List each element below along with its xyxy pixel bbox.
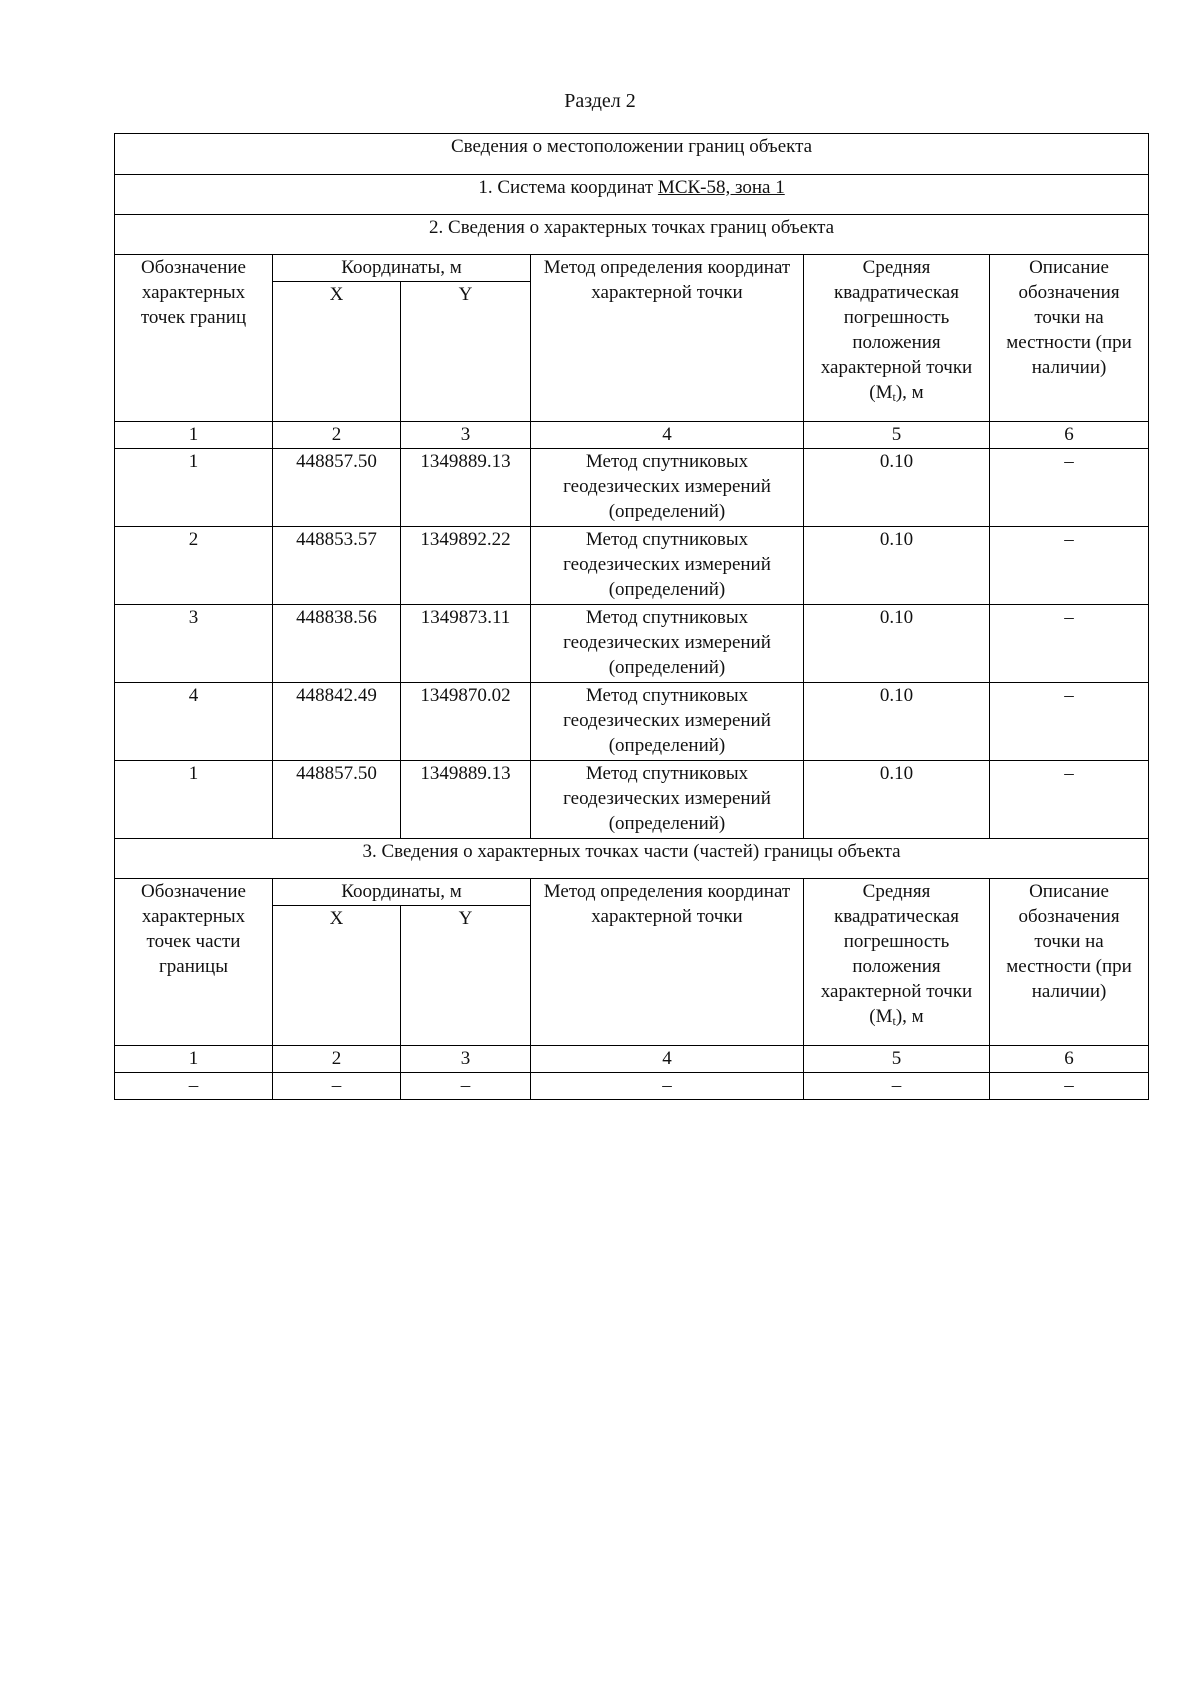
desc-cell: – <box>990 683 1149 761</box>
s3-colnum: 5 <box>804 1046 990 1073</box>
s3-method-label: Метод определения координат характерной точки <box>531 879 804 1046</box>
s3-error-label-sub: t <box>892 1014 896 1028</box>
coord-system-value: МСК-58, зона 1 <box>657 177 785 198</box>
desc-cell: – <box>990 527 1149 605</box>
s2-colnum: 4 <box>531 422 804 449</box>
desc-cell: – <box>990 605 1149 683</box>
section2-heading-row <box>115 215 1149 255</box>
s2-error-label <box>804 255 990 422</box>
s3-colnum: 2 <box>273 1046 401 1073</box>
error-cell: 0.10 <box>804 605 990 683</box>
desc-cell: – <box>990 761 1149 839</box>
point-cell: 4 <box>115 683 273 761</box>
s2-error-label-pre: Средняя квадратическая погрешность положения характерной точки (M <box>820 257 973 403</box>
error-cell: 0.10 <box>804 527 990 605</box>
page-heading: Раздел 2 <box>564 90 636 112</box>
s3-colnum: 6 <box>990 1046 1149 1073</box>
s2-y-label: Y <box>401 282 531 422</box>
method-cell: Метод спутниковых геодезических измерений (определений) <box>531 605 804 683</box>
s2-colnum: 6 <box>990 422 1149 449</box>
s2-colnum: 2 <box>273 422 401 449</box>
s2-desc-label: Описание обозначения точки на местности (при наличии) <box>990 255 1149 422</box>
s3-coords-label: Координаты, м <box>273 879 531 906</box>
point-cell: 2 <box>115 527 273 605</box>
s2-method-label: Метод определения координат характерной точки <box>531 255 804 422</box>
x-cell: 448842.49 <box>273 683 401 761</box>
coord-system-row <box>115 175 1149 215</box>
x-cell: 448857.50 <box>273 761 401 839</box>
error-cell: 0.10 <box>804 683 990 761</box>
coord-system-prefix: 1. Система координат <box>478 177 658 198</box>
coord-system <box>115 175 1149 215</box>
point-cell: 1 <box>115 761 273 839</box>
s3-error-label <box>804 879 990 1046</box>
y-cell: 1349889.13 <box>401 449 531 527</box>
section2-header-row-1 <box>115 255 1149 282</box>
table-row <box>115 449 1149 527</box>
s2-colnum: 1 <box>115 422 273 449</box>
y-cell: 1349870.02 <box>401 683 531 761</box>
s3-colnum: 4 <box>531 1046 804 1073</box>
table-row <box>115 761 1149 839</box>
empty-cell: – <box>990 1073 1149 1100</box>
point-cell: 3 <box>115 605 273 683</box>
y-cell: 1349873.11 <box>401 605 531 683</box>
desc-cell: – <box>990 449 1149 527</box>
boundary-table <box>114 133 1149 1100</box>
y-cell: 1349892.22 <box>401 527 531 605</box>
s2-colnum: 5 <box>804 422 990 449</box>
table-row <box>115 683 1149 761</box>
table-row <box>115 527 1149 605</box>
empty-cell: – <box>804 1073 990 1100</box>
section3-col-numbers <box>115 1046 1149 1073</box>
s2-colnum: 3 <box>401 422 531 449</box>
table-row <box>115 605 1149 683</box>
s2-error-label-sub: t <box>892 390 896 404</box>
error-cell: 0.10 <box>804 449 990 527</box>
s3-x-label: X <box>273 906 401 1046</box>
empty-cell: – <box>531 1073 804 1100</box>
method-cell: Метод спутниковых геодезических измерений (определений) <box>531 761 804 839</box>
s3-colnum: 1 <box>115 1046 273 1073</box>
s3-point-label: Обозначение характерных точек части границы <box>115 879 273 1046</box>
method-cell: Метод спутниковых геодезических измерений (определений) <box>531 449 804 527</box>
s3-error-label-post: ), м <box>895 1006 924 1027</box>
point-cell: 1 <box>115 449 273 527</box>
table-title-row <box>115 134 1149 175</box>
section2-col-numbers <box>115 422 1149 449</box>
s2-x-label: X <box>273 282 401 422</box>
s2-point-label: Обозначение характерных точек границ <box>115 255 273 422</box>
s3-error-label-pre: Средняя квадратическая погрешность положения характерной точки (M <box>820 881 973 1027</box>
section3-heading-row <box>115 839 1149 879</box>
method-cell: Метод спутниковых геодезических измерений (определений) <box>531 527 804 605</box>
method-cell: Метод спутниковых геодезических измерений (определений) <box>531 683 804 761</box>
x-cell: 448857.50 <box>273 449 401 527</box>
empty-cell: – <box>273 1073 401 1100</box>
s3-colnum: 3 <box>401 1046 531 1073</box>
s3-y-label: Y <box>401 906 531 1046</box>
s2-error-label-post: ), м <box>895 382 924 403</box>
s3-desc-label: Описание обозначения точки на местности (при наличии) <box>990 879 1149 1046</box>
x-cell: 448838.56 <box>273 605 401 683</box>
empty-cell: – <box>115 1073 273 1100</box>
section3-heading: 3. Сведения о характерных точках части (частей) границы объекта <box>115 839 1149 879</box>
table-title: Сведения о местоположении границ объекта <box>115 134 1149 175</box>
empty-cell: – <box>401 1073 531 1100</box>
section3-header-row-1 <box>115 879 1149 906</box>
error-cell: 0.10 <box>804 761 990 839</box>
s2-coords-label: Координаты, м <box>273 255 531 282</box>
y-cell: 1349889.13 <box>401 761 531 839</box>
table-row <box>115 1073 1149 1100</box>
section2-heading: 2. Сведения о характерных точках границ объекта <box>115 215 1149 255</box>
x-cell: 448853.57 <box>273 527 401 605</box>
